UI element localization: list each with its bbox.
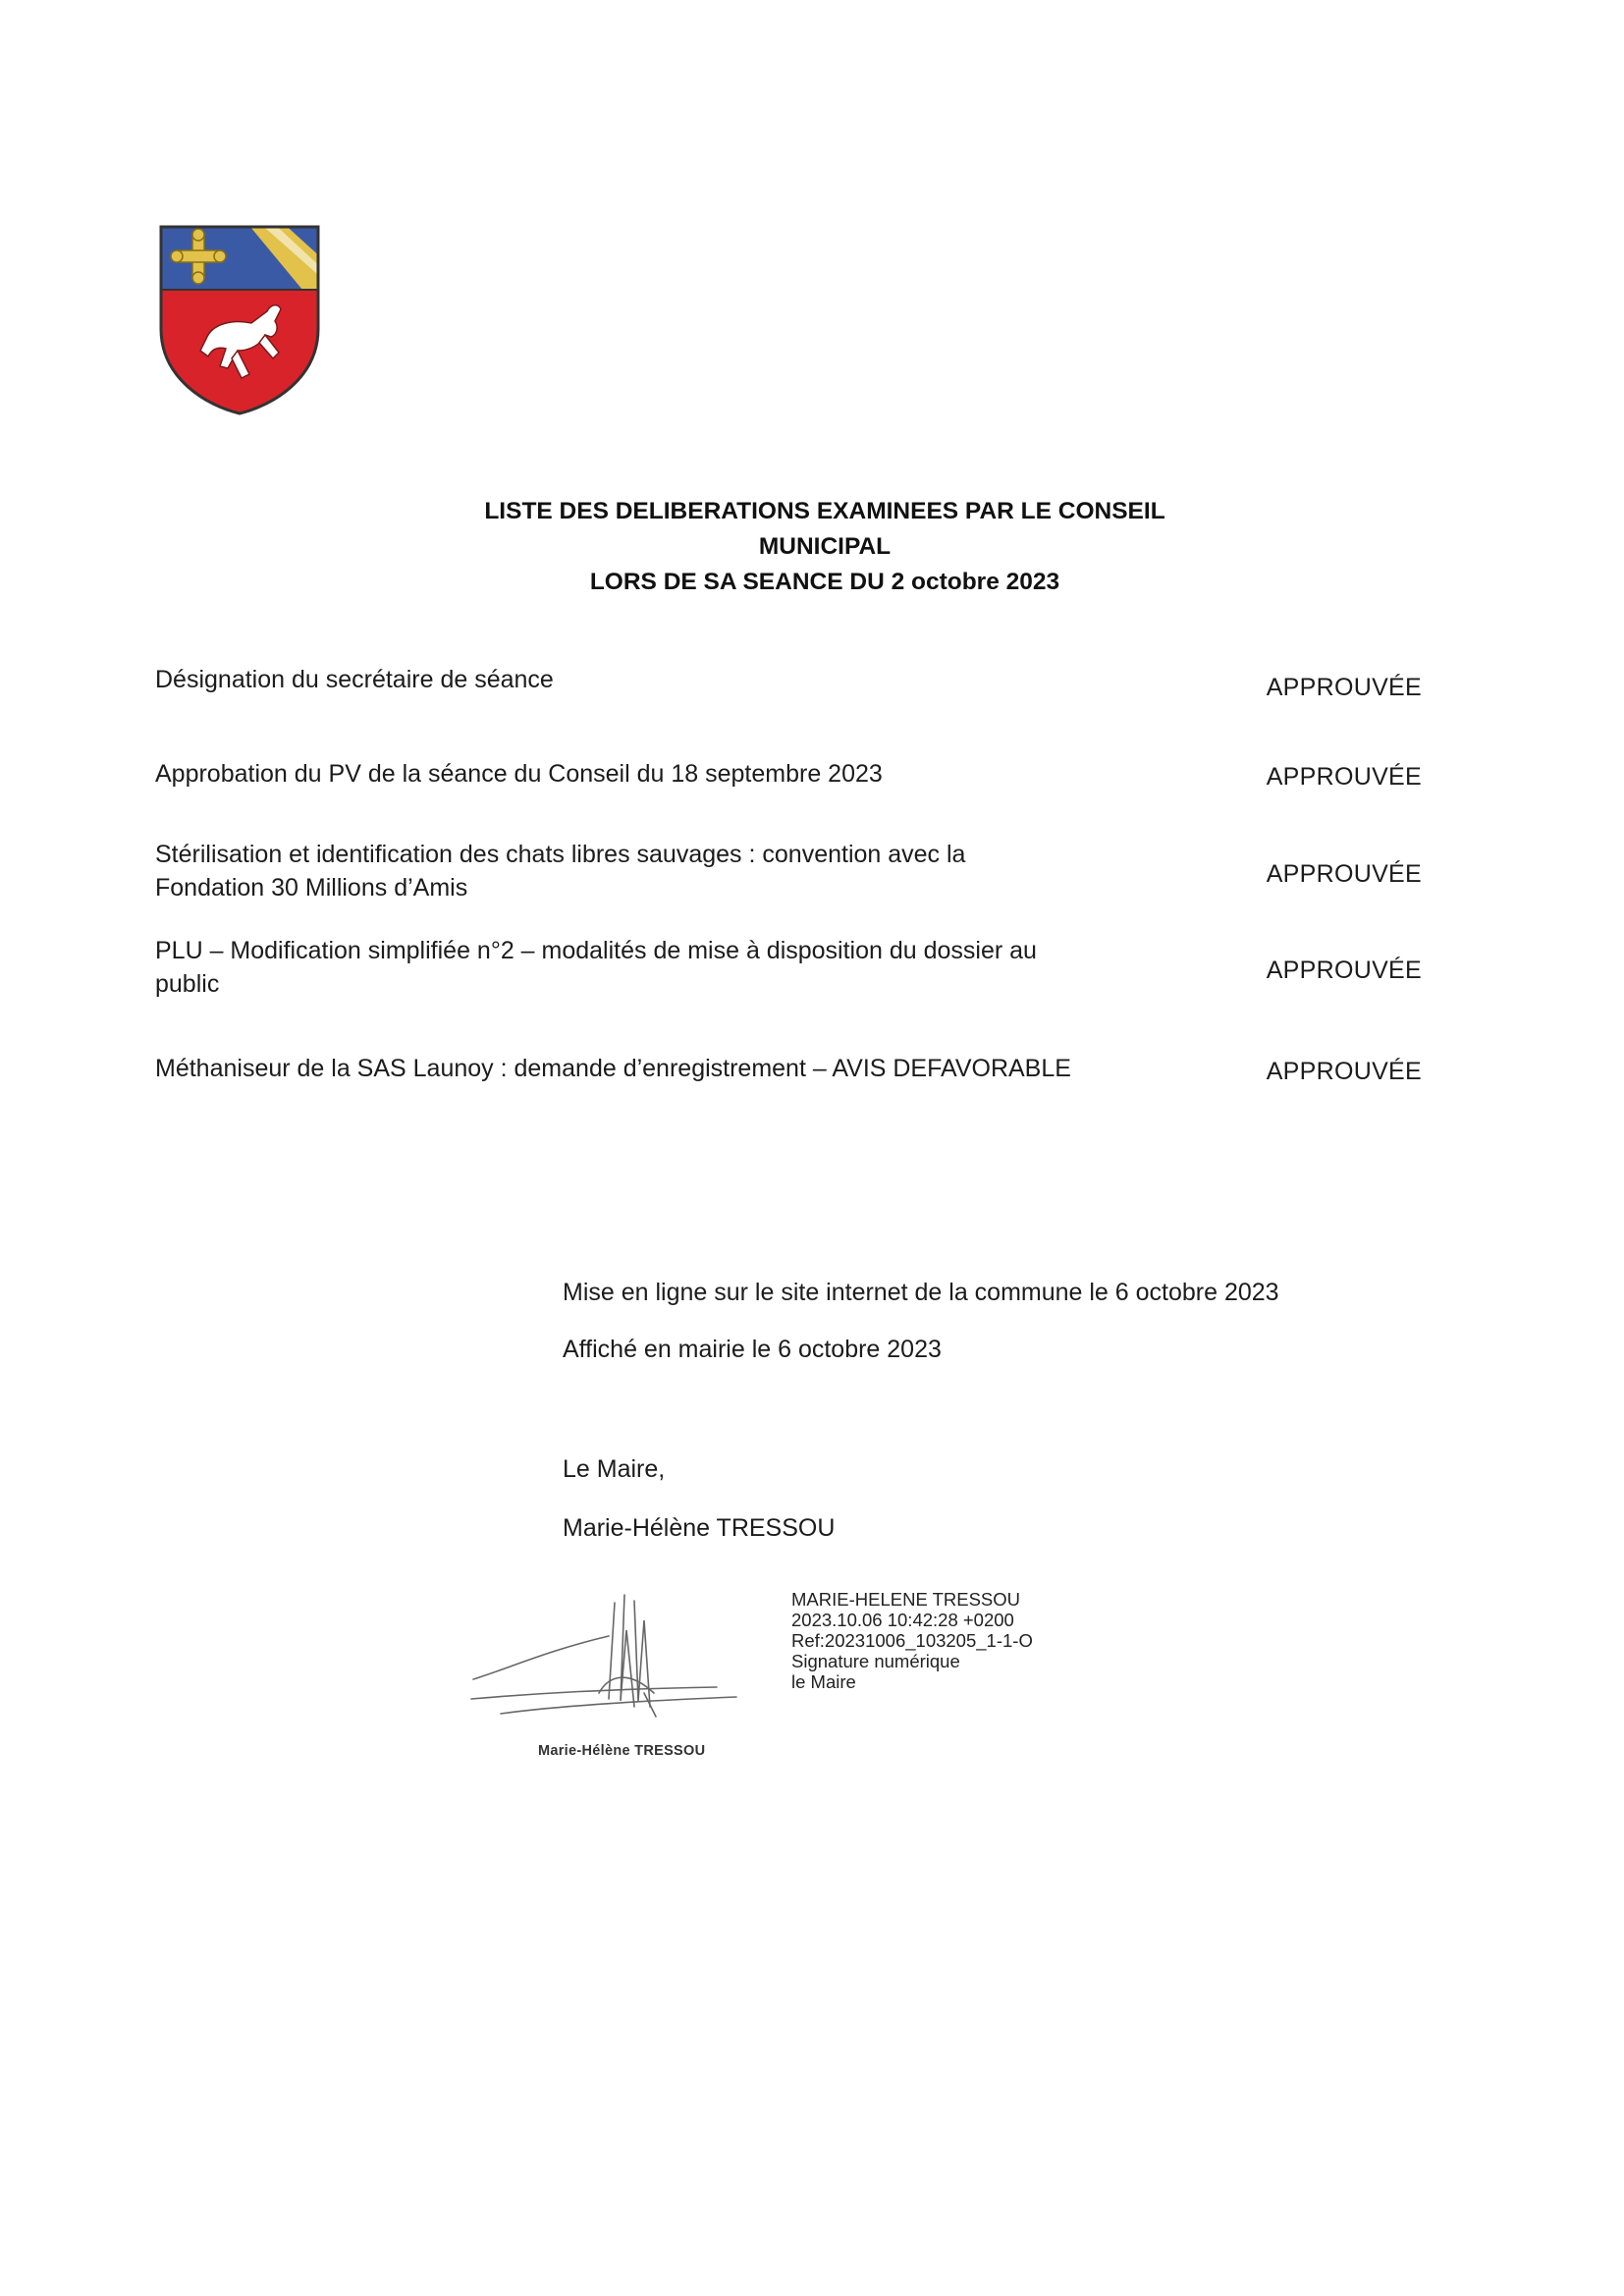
handwritten-signature xyxy=(461,1591,756,1719)
deliberation-label: Stérilisation et identification des chats libres sauvages : convention avec la xyxy=(155,841,966,868)
digital-signature-stamp xyxy=(791,1589,1033,1692)
document-title xyxy=(432,494,1218,600)
publication-posted: Affiché en mairie le 6 octobre 2023 xyxy=(563,1336,942,1363)
deliberation-status: APPROUVÉE xyxy=(1266,674,1422,701)
stamp-name: MARIE-HELENE TRESSOU xyxy=(791,1589,1021,1610)
stamp-datetime: 2023.10.06 10:42:28 +0200 xyxy=(791,1610,1014,1630)
title-line-2: LORS DE SA SEANCE DU 2 octobre 2023 xyxy=(589,569,1060,595)
coat-of-arms-icon xyxy=(155,221,324,417)
deliberation-label: PLU – Modification simplifiée n°2 – modalités de mise à disposition du dossier au xyxy=(155,937,1037,964)
signatory-name: Marie-Hélène TRESSOU xyxy=(563,1514,836,1542)
stamp-role: le Maire xyxy=(791,1671,856,1692)
deliberation-label: Désignation du secrétaire de séance xyxy=(155,666,554,693)
title-line-1: LISTE DES DELIBERATIONS EXAMINEES PAR LE CONSEIL MUNICIPAL xyxy=(484,498,1165,560)
signatory-role: Le Maire, xyxy=(563,1455,666,1483)
deliberation-status: APPROUVÉE xyxy=(1266,957,1422,984)
stamp-ref: Ref:20231006_103205_1-1-O xyxy=(791,1630,1033,1651)
deliberation-status: APPROUVÉE xyxy=(1266,860,1422,888)
deliberation-status: APPROUVÉE xyxy=(1266,763,1422,791)
deliberation-label: Méthaniseur de la SAS Launoy : demande d’enregistrement – AVIS DEFAVORABLE xyxy=(155,1055,1071,1082)
deliberation-label-continued: Fondation 30 Millions d’Amis xyxy=(155,874,468,902)
publication-online: Mise en ligne sur le site internet de la commune le 6 octobre 2023 xyxy=(563,1279,1279,1306)
signature-caption: Marie-Hélène TRESSOU xyxy=(538,1743,706,1759)
deliberation-label-continued: public xyxy=(155,970,220,998)
stamp-type: Signature numérique xyxy=(791,1651,960,1671)
deliberation-label: Approbation du PV de la séance du Conseil du 18 septembre 2023 xyxy=(155,760,883,788)
deliberation-status: APPROUVÉE xyxy=(1266,1058,1422,1085)
